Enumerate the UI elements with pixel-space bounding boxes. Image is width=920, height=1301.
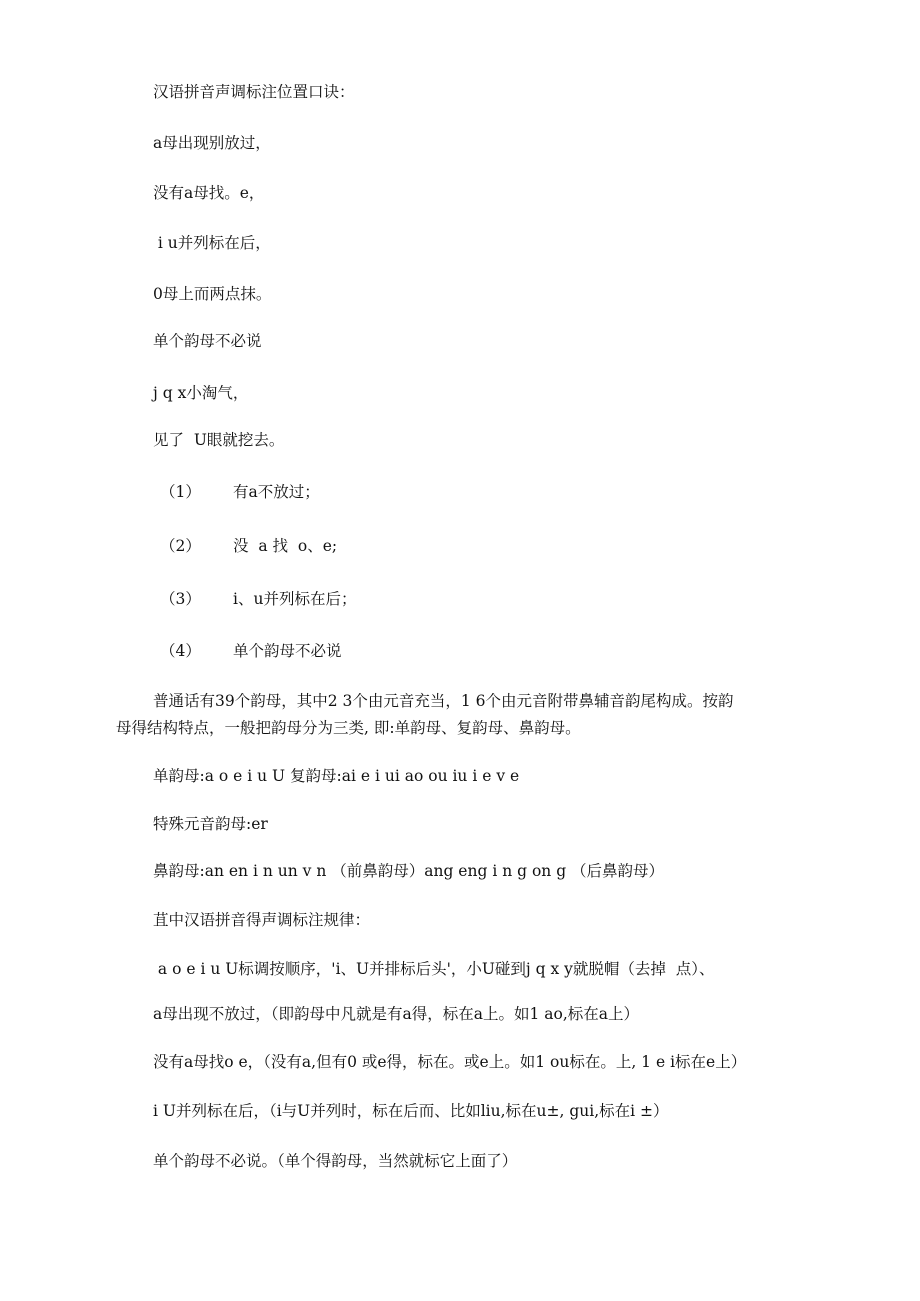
summary-item	[160, 482, 320, 502]
verse-line: j q x小淘气，	[153, 384, 249, 402]
summary-item	[160, 536, 337, 556]
summary-text: 单个韵母不必说	[233, 642, 342, 660]
detail-line: 单个韵母不必说。（单个得韵母，当然就标它上面了）	[153, 1152, 518, 1170]
verse-line: 见了 U眼就挖去。	[153, 431, 285, 449]
summary-number: （4）	[160, 642, 201, 660]
verse-line: a母出现别放过，	[153, 134, 271, 152]
summary-text: i、u并列标在后；	[233, 590, 357, 608]
verse-line: 0母上而两点抹。	[153, 285, 272, 303]
detail-line: 特殊元音韵母:er	[153, 815, 268, 833]
verse-line: 单个韵母不必说	[153, 332, 262, 350]
summary-text: 有a不放过；	[233, 483, 320, 501]
summary-number: （1）	[160, 483, 201, 501]
verse-line: 没有a母找。e，	[153, 184, 265, 202]
detail-line: a母出现不放过，（即韵母中凡就是有a得，标在a上。如1 ao,标在a上）	[153, 1005, 640, 1023]
detail-line: i U并列标在后，（i与U并列时，标在后而、比如liu,标在u±, gui,标在i ±）	[153, 1102, 669, 1120]
body-paragraph	[116, 688, 776, 742]
summary-item	[160, 589, 356, 609]
detail-line: 鼻韵母:an en i n un v n （前鼻韵母）ang eng i n g on g （后鼻韵母）	[153, 862, 665, 880]
detail-line: 没有a母找o e，（没有a,但有0 或e得，标在。或e上。如1 ou标在。上, 1 e i标在e上）	[153, 1053, 747, 1071]
paragraph-line: 母得结构特点，一般把韵母分为三类, 即:单韵母、复韵母、鼻韵母。	[116, 719, 581, 737]
summary-number: （2）	[160, 537, 201, 555]
verse-line: i u并列标在后，	[153, 234, 271, 252]
paragraph-line: 普通话有39个韵母，其中2 3个由元音充当，1 6个由元音附带鼻辅音韵尾构成。按韵	[153, 692, 734, 710]
detail-line: 单韵母:a o e i u U 复韵母:ai e i ui ao ou iu i e v e	[153, 767, 520, 785]
summary-item	[160, 641, 342, 661]
verse-title: 汉语拼音声调标注位置口诀：	[153, 83, 355, 101]
summary-text: 没 a 找 o、e;	[233, 537, 338, 555]
summary-number: （3）	[160, 590, 201, 608]
detail-line: 苴中汉语拼音得声调标注规律：	[153, 911, 371, 929]
detail-line: a o e i u U标调按顺序，'i、U并排标后头'，小U碰到j q x y就脱帽（去掉 点）、	[153, 960, 715, 978]
